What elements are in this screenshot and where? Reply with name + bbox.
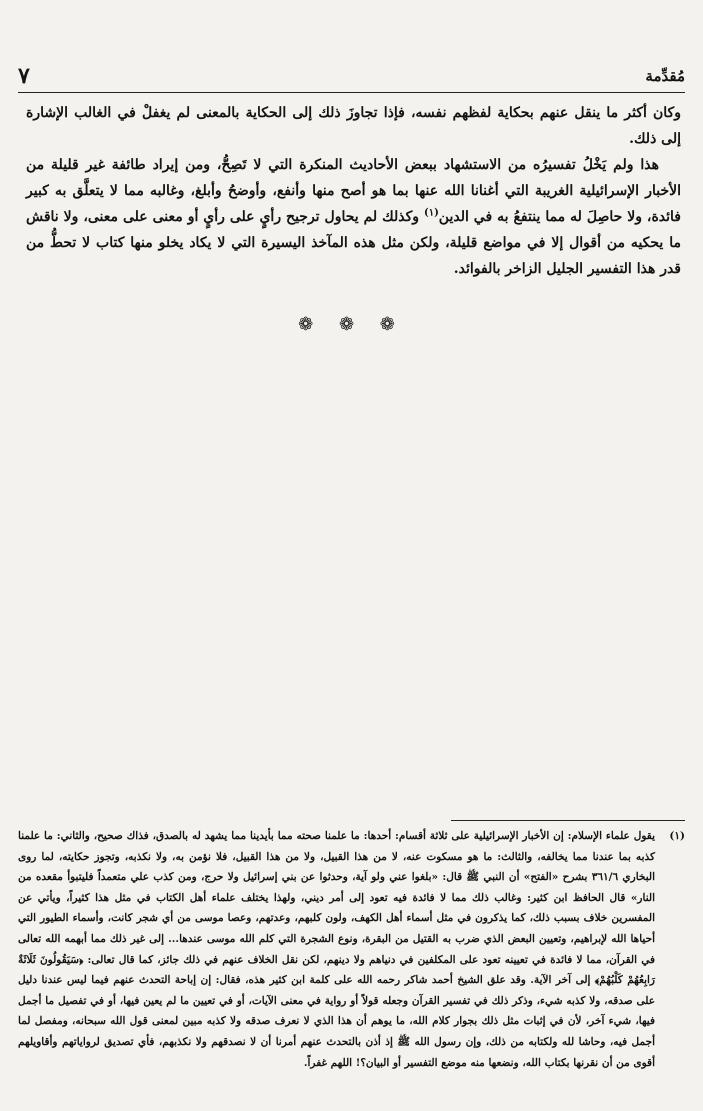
main-text bbox=[26, 100, 681, 282]
paragraph-2-start: هذا ولم يَخْلُ تفسيرُه من الاستشهاد ببعض الأحاديث المنكرة التي لا تَصِحُّ، ومن إيراد طائفة غير قليلة من الأخبار الإسرائيلية الغريبة التي أغنانا الله عنها بما هو أصح منها وأنفع، وأوضحُ وأبلغ، وغالبه مما لا يتعلَّق به كبير فائدة، ولا حاصِلَ له مما ينتفعُ به في الدين bbox=[26, 157, 681, 225]
footnote-number: (١) bbox=[669, 830, 685, 842]
footnote-text: يقول علماء الإسلام: إن الأخبار الإسرائيلية على ثلاثة أقسام: أحدها: ما علمنا صحته مما بأيدينا مما يشهد له بالصدق، فذاك صحيح، والثاني: ما علمنا كذبه بما عندنا مما يخالفه، والثالث: ما هو مسكوت عنه، لا من هذا القبيل، ولا من هذا القبيل، فلا نؤمن به، ولا نكذبه، وتجوز حكايته، لما روى البخاري ٣٦١/٦ بشرح «الفتح» أن النبي ﷺ قال: «بلغوا عني ولو آية، وحدثوا عن بني إسرائيل ولا حرج، ومن كذب علي متعمداً فليتبوأ مقعده من النار» قال الحافظ ابن كثير: وغالب ذلك مما لا فائدة فيه تعود إلى أمر ديني، ولهذا يختلف علماء أهل الكتاب في مثل هذا كثيراً، ويأتي عن المفسرين خلاف بسبب ذلك، كما يذكرون في مثل أسماء أهل الكهف، ولون كلبهم، وعدتهم، وعصا موسى من أي شجر كانت، وأسماء الطيور التي أحياها الله لإبراهيم، وتعيين البعض الذي ضرب به القتيل من البقرة، ونوع الشجرة التي كلم الله موسى عندها... إلى غير ذلك مما أبهمه الله تعالى في القرآن، مما لا فائدة في تعيينه تعود على المكلفين في دنياهم ولا دينهم، لكن نقل الخلاف عنهم في ذلك جائز، كما قال تعالى: ﴿سَيَقُولُونَ ثَلَاثَةٌ رَابِعُهُمْ كَلْبُهُمْ﴾ إلى آخر الآية. وقد علق الشيخ أحمد شاكر رحمه الله على كلمة ابن كثير هذه، فقال: إن إباحة التحدث عنهم فيما ليس عندنا دليل على صدقه، ولا كذبه شيء، وذكر ذلك في تفسير القرآن وجعله قولاً أو رواية في معنى الآيات، أو في تعيين ما لم يعين فيها، أو في تفصيل ما أجمل فيها، شيء آخر، لأن في إثبات مثل ذلك بجوار كلام الله، ما يوهم أن هذا الذي لا نعرف صدقه ولا كذبه مبين لمعنى قول الله سبحانه، ومفصل لما أجمل فيه، وحاشا لله ولكتابه من ذلك، وإن رسول الله ﷺ إذ أذن بالتحدث عنهم أمرنا أن لا نصدقهم ولا نكذبهم، فأي تصديق لرواياتهم وأقاويلهم أقوى من أن نقرنها بكتاب الله، ونضعها منه موضع التفسير أو البيان؟! اللهم غفراً. bbox=[18, 830, 655, 1069]
section-separator: ❁ ❁ ❁ bbox=[298, 314, 405, 335]
paragraph-2-end: وكذلك لم يحاول ترجيح رأيٍ على رأيٍ أو معنى على معنى، ولا ناقش ما يحكيه من أقوال إلا في مواضع قليلة، ولكن مثل هذه المآخذ اليسيرة التي لا يكاد يخلو منها كتاب لا تحطُّ من قدر هذا التفسير الجليل الزاخر بالفوائد. bbox=[26, 209, 681, 277]
page-header bbox=[18, 62, 685, 90]
page-number: ٧ bbox=[18, 63, 30, 89]
footnote bbox=[18, 826, 685, 1073]
paragraph-1: وكان أكثر ما ينقل عنهم بحكاية لفظهم نفسه، فإذا تجاوزَ ذلك إلى الحكاية بالمعنى لم يغفلْ في الغالب الإشارة إلى ذلك. bbox=[26, 105, 681, 147]
footnote-rule bbox=[451, 820, 685, 821]
footnote-reference: (١) bbox=[423, 207, 439, 219]
running-title: مُقدِّمة bbox=[645, 67, 685, 85]
paragraph-2 bbox=[26, 152, 681, 282]
header-rule bbox=[18, 92, 685, 93]
